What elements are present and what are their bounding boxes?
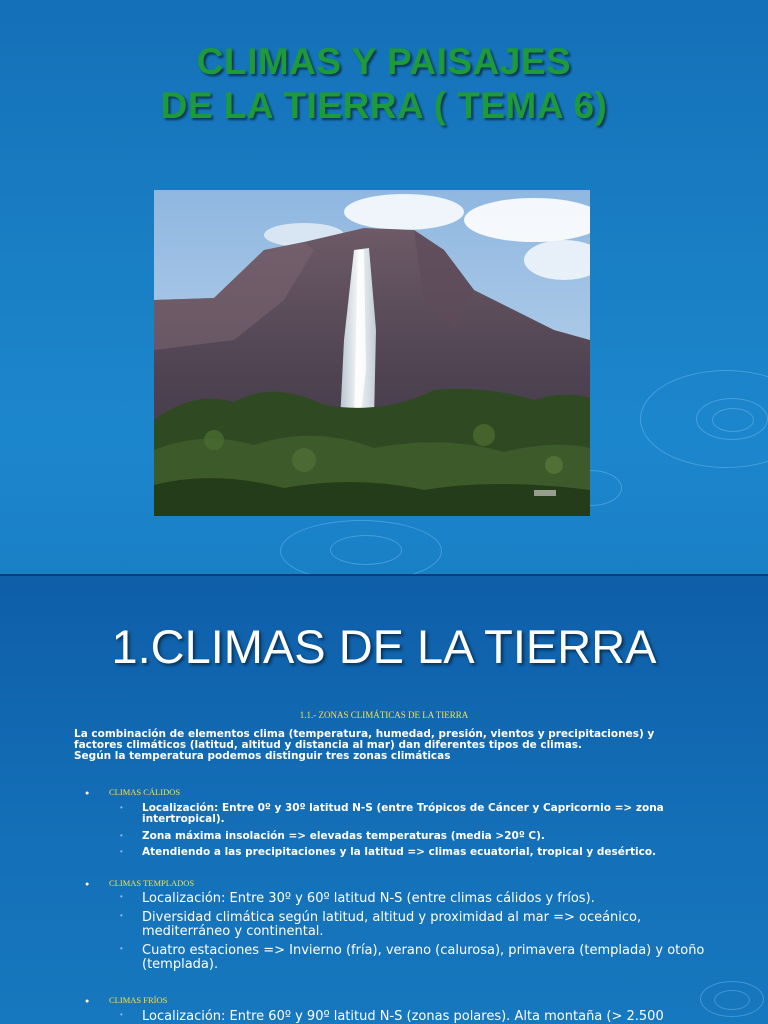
bullet-icon: • bbox=[120, 944, 123, 953]
section-heading-label: CLIMAS CÁLIDOS bbox=[109, 787, 181, 797]
bullet-icon: ● bbox=[85, 880, 90, 888]
ripple-decoration bbox=[640, 370, 768, 468]
list-item-text: Diversidad climática según latitud, altitud y proximidad al mar => oceánico, mediterráneo y continental. bbox=[142, 910, 642, 939]
intro-text: Según la temperatura podemos distinguir tres zonas climáticas bbox=[74, 750, 451, 762]
list-item bbox=[120, 831, 738, 842]
list-item bbox=[120, 944, 712, 972]
bullet-icon: • bbox=[120, 1010, 123, 1019]
list-item-text: Localización: Entre 0º y 30º latitud N-S (entre Trópicos de Cáncer y Capricornio => zona intertropical). bbox=[142, 802, 664, 825]
ripple-decoration bbox=[714, 990, 750, 1010]
bullet-icon: • bbox=[120, 803, 123, 812]
bullet-icon: • bbox=[120, 847, 123, 856]
list-item-text: Cuatro estaciones => Invierno (fría), verano (calurosa), primavera (templada) y otoño (templada). bbox=[142, 943, 705, 972]
title-line-2: DE LA TIERRA ( TEMA 6) bbox=[160, 85, 608, 126]
list-item bbox=[120, 911, 712, 939]
waterfall-photo bbox=[154, 190, 590, 516]
bullet-icon: • bbox=[120, 831, 123, 840]
list-item-text: Atendiendo a las precipitaciones y la latitud => climas ecuatorial, tropical y desértico. bbox=[142, 846, 657, 858]
bullet-icon: • bbox=[120, 911, 123, 920]
section-heading-label: CLIMAS FRÍOS bbox=[109, 995, 168, 1005]
intro-text: La combinación de elementos clima (temperatura, humedad, presión, vientos y precipitaciones) y factores climáticos (latitud, altitud y distancia al mar) dan diferentes tipos de climas. bbox=[74, 728, 655, 751]
list-item bbox=[120, 892, 712, 906]
section-heading-label: CLIMAS TEMPLADOS bbox=[109, 878, 195, 888]
bullet-icon: ● bbox=[85, 789, 90, 797]
slide-1-title bbox=[0, 40, 768, 128]
list-item-text: Localización: Entre 30º y 60º latitud N-S (entre climas cálidos y fríos). bbox=[142, 891, 595, 906]
slide-2-title: 1.CLIMAS DE LA TIERRA bbox=[111, 620, 657, 673]
intro-paragraph bbox=[74, 729, 694, 762]
ripple-decoration bbox=[330, 535, 402, 565]
list-item bbox=[120, 803, 738, 825]
list-item-text: Localización: Entre 60º y 90º latitud N-S (zonas polares). Alta montaña (> 2.500 bbox=[142, 1009, 664, 1024]
list-item-text: Zona máxima insolación => elevadas temperaturas (media >20º C). bbox=[142, 830, 545, 842]
section-heading-climas-frios bbox=[85, 995, 167, 1005]
section-heading-climas-templados bbox=[85, 878, 194, 888]
list-item bbox=[120, 847, 738, 858]
section-subheading: 1.1.- ZONAS CLIMÁTICAS DE LA TIERRA bbox=[299, 710, 469, 720]
list-item bbox=[120, 1010, 664, 1024]
bullet-icon: • bbox=[120, 892, 123, 901]
bullet-icon: ● bbox=[85, 997, 90, 1005]
title-line-1: CLIMAS Y PAISAJES bbox=[196, 41, 572, 82]
section-heading-climas-calidos bbox=[85, 787, 180, 797]
